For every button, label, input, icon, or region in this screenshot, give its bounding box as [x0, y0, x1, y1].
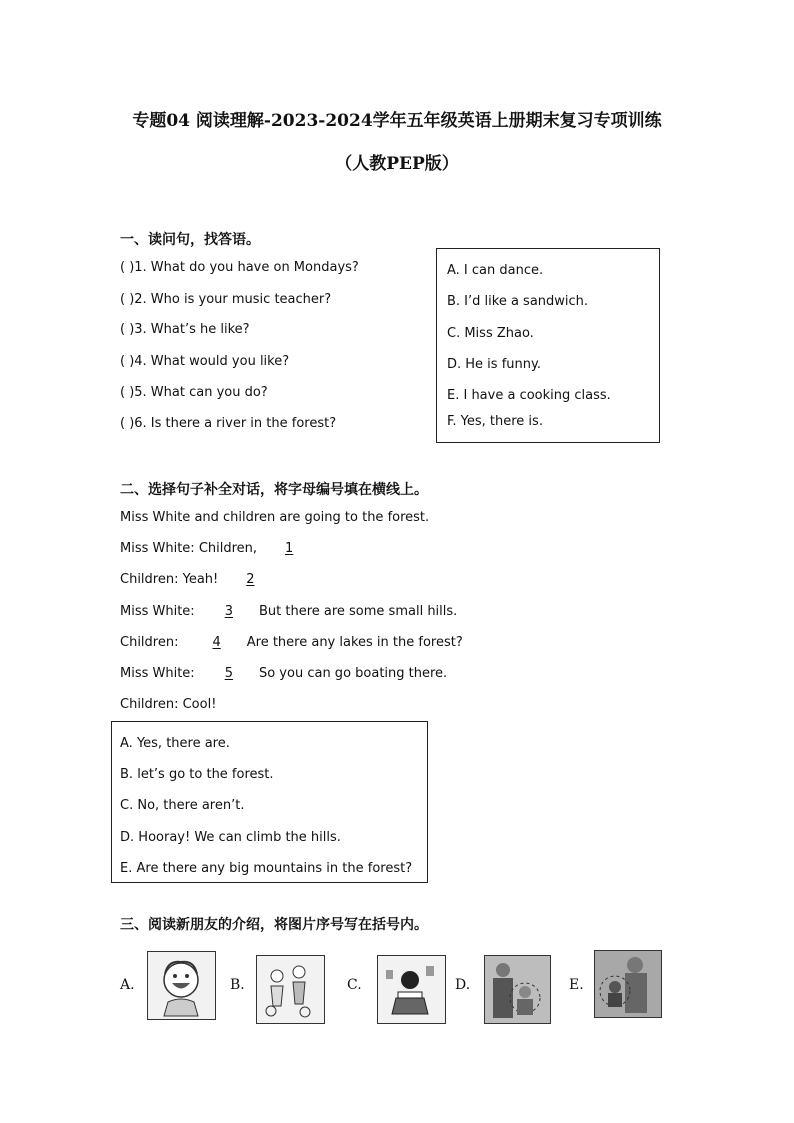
answer-c: C. Miss Zhao.	[447, 326, 534, 341]
question-1: ( )1. What do you have on Mondays?	[120, 260, 359, 275]
dialogue-line-3	[120, 604, 457, 619]
picture-e[interactable]	[594, 950, 662, 1018]
picture-label-a: A.	[120, 977, 135, 993]
answer-box	[436, 248, 660, 443]
option-e	[120, 861, 412, 876]
answer-d: D. He is funny.	[447, 357, 541, 372]
option-c	[120, 798, 244, 813]
dialogue-speaker: Miss White:	[120, 666, 195, 681]
woman-and-child-icon	[595, 951, 661, 1017]
question-4: ( )4. What would you like?	[120, 354, 290, 369]
section3-heading: 三、阅读新朋友的介绍，将图片序号写在括号内。	[120, 917, 428, 933]
page-title: 专题04 阅读理解-2023-2024学年五年级英语上册期末复习专项训练	[132, 111, 662, 131]
section2-heading: 二、选择句子补全对话，将字母编号填在横线上。	[120, 482, 428, 498]
answer-f: F. Yes, there is.	[447, 414, 543, 429]
option-letter: C.	[120, 798, 134, 813]
option-letter: E.	[120, 861, 133, 876]
option-text: Hooray! We can climb the hills.	[138, 830, 341, 845]
answer-blank-1[interactable]: 1	[285, 541, 294, 556]
option-text: No, there aren’t.	[137, 798, 245, 813]
option-letter: A.	[120, 736, 133, 751]
question-3: ( )3. What’s he like?	[120, 322, 250, 337]
question-2: ( )2. Who is your music teacher?	[120, 292, 332, 307]
options-box	[111, 721, 428, 883]
question-6: ( )6. Is there a river in the forest?	[120, 416, 337, 431]
dialogue-speaker: Miss White:	[120, 604, 195, 619]
option-text: Are there any big mountains in the forest?	[136, 861, 413, 876]
picture-label-e: E.	[569, 977, 584, 993]
dialogue-text: So you can go boating there.	[258, 666, 448, 681]
answer-e: E. I have a cooking class.	[447, 388, 611, 403]
page-subtitle: （人教PEP版）	[335, 154, 459, 174]
answer-a: A. I can dance.	[447, 263, 544, 278]
people-activity-icon	[257, 956, 324, 1023]
dialogue-intro: Miss White and children are going to the forest.	[120, 510, 430, 525]
question-5: ( )5. What can you do?	[120, 385, 268, 400]
dialogue-text: Are there any lakes in the forest?	[246, 635, 463, 650]
picture-label-d: D.	[455, 977, 471, 993]
picture-a[interactable]	[147, 951, 216, 1020]
picture-label-b: B.	[230, 977, 245, 993]
option-letter: B.	[120, 767, 134, 782]
dialogue-line-1	[120, 541, 309, 556]
answer-b: B. I’d like a sandwich.	[447, 294, 589, 309]
dialogue-speaker: Miss White: Children,	[120, 541, 258, 556]
picture-d[interactable]	[484, 955, 551, 1024]
dialogue-line-4	[120, 635, 463, 650]
option-text: Yes, there are.	[136, 736, 230, 751]
section1-heading: 一、读问句，找答语。	[120, 232, 260, 248]
picture-c[interactable]	[377, 955, 446, 1024]
dialogue-text: But there are some small hills.	[258, 604, 458, 619]
answer-blank-2[interactable]: 2	[246, 572, 255, 587]
man-and-boy-icon	[485, 956, 550, 1023]
dialogue-line-2	[120, 572, 270, 587]
picture-label-c: C.	[347, 977, 362, 993]
option-d	[120, 830, 341, 845]
option-a	[120, 736, 230, 751]
option-letter: D.	[120, 830, 135, 845]
dialogue-closing: Children: Cool!	[120, 697, 217, 712]
option-b	[120, 767, 274, 782]
dialogue-speaker: Children:	[120, 635, 179, 650]
picture-b[interactable]	[256, 955, 325, 1024]
answer-blank-5[interactable]: 5	[224, 666, 233, 681]
answer-blank-3[interactable]: 3	[224, 604, 233, 619]
answer-blank-4[interactable]: 4	[212, 635, 221, 650]
dialogue-line-5	[120, 666, 447, 681]
option-text: let’s go to the forest.	[137, 767, 274, 782]
dialogue-speaker: Children: Yeah!	[120, 572, 219, 587]
laughing-child-icon	[148, 952, 215, 1019]
child-reading-icon	[378, 956, 445, 1023]
